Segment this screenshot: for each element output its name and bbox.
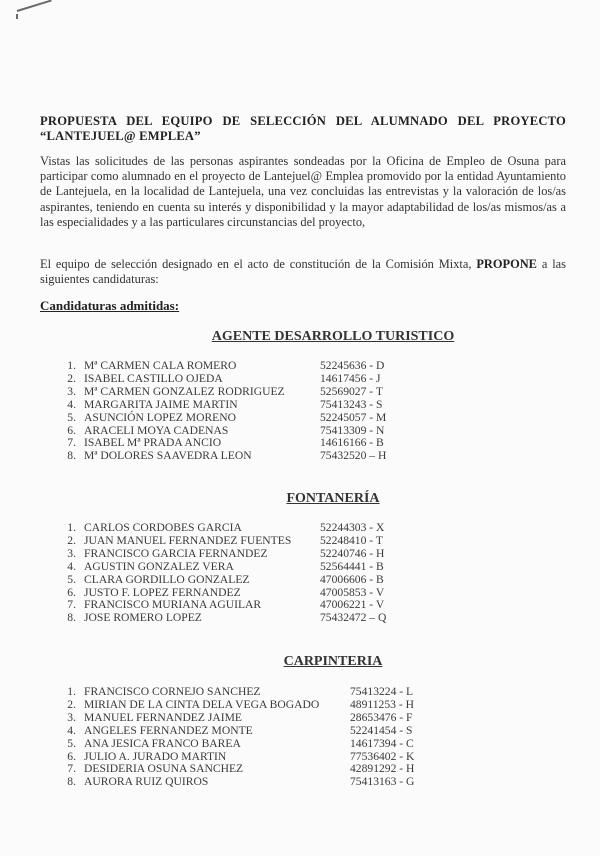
candidate-name: ISABEL CASTILLO OJEDA	[84, 371, 223, 385]
candidate-dni: 75413309 - N	[320, 423, 385, 437]
candidate-name: JOSE ROMERO LOPEZ	[84, 611, 202, 625]
proposal-paragraph	[40, 257, 566, 287]
candidate-dni: 52245057 - M	[320, 410, 387, 424]
document-title: PROPUESTA DEL EQUIPO DE SELECCIÓN DEL ALUMNADO DEL PROYECTO “LANTEJUEL@ EMPLEA”	[40, 114, 566, 143]
candidate-dni: 52564441 - B	[320, 559, 384, 573]
candidate-name: AGUSTIN GONZALEZ VERA	[84, 559, 234, 573]
candidate-row	[56, 399, 386, 412]
candidate-number: 4.	[67, 397, 76, 411]
candidate-name: MARGARITA JAIME MARTIN	[84, 397, 238, 411]
section-title-fontaneria: FONTANERÍA	[286, 491, 380, 506]
candidate-row	[56, 699, 414, 712]
candidate-row	[56, 561, 386, 574]
candidate-row	[56, 412, 386, 425]
candidate-number: 8.	[67, 449, 76, 463]
candidate-dni: 52240746 - H	[320, 546, 385, 560]
candidate-name: FRANCISCO GARCIA FERNANDEZ	[84, 546, 268, 560]
proposal-keyword: PROPONE	[476, 257, 537, 271]
candidate-number: 6.	[67, 423, 76, 437]
candidate-number: 6.	[67, 749, 76, 763]
candidate-row	[56, 360, 386, 373]
candidate-name: Mª CARMEN CALA ROMERO	[84, 359, 237, 372]
candidate-row	[56, 548, 386, 561]
candidate-name: CLARA GORDILLO GONZALEZ	[84, 572, 250, 586]
candidate-dni: 14617394 - C	[350, 736, 414, 750]
candidate-name: ANGELES FERNANDEZ MONTE	[84, 723, 253, 737]
candidate-dni: 28653476 - F	[350, 710, 413, 724]
candidate-dni: 47006221 - V	[320, 598, 385, 612]
candidate-dni: 52241454 - S	[350, 723, 413, 737]
candidate-dni: 47006606 - B	[320, 572, 384, 586]
candidate-number: 7.	[67, 762, 76, 776]
section-title-agente-desarrollo-turistico: AGENTE DESARROLLO TURISTICO	[211, 329, 455, 344]
candidate-name: MANUEL FERNANDEZ JAIME	[84, 710, 243, 724]
candidate-row	[56, 522, 386, 535]
candidate-name: AURORA RUIZ QUIROS	[84, 775, 209, 789]
candidate-dni: 48911253 - H	[350, 697, 414, 711]
candidate-number: 3.	[67, 384, 76, 398]
proposal-text-before: El equipo de selección designado en el acto de constitución de la Comisión Mixta,	[40, 257, 477, 271]
candidate-row	[56, 686, 414, 699]
candidate-name: JULIO A. JURADO MARTIN	[84, 749, 227, 763]
candidate-row	[56, 386, 386, 399]
section-title-carpinteria: CARPINTERIA	[283, 654, 383, 669]
candidate-name: FRANCISCO MURIANA AGUILAR	[84, 598, 262, 612]
candidate-dni: 75432472 – Q	[320, 611, 387, 625]
candidate-dni: 42891292 - H	[350, 762, 415, 776]
candidate-number: 2.	[67, 371, 76, 385]
candidate-number: 4.	[67, 559, 76, 573]
candidate-number: 5.	[67, 410, 76, 424]
candidate-name: CARLOS CORDOBES GARCIA	[84, 521, 242, 534]
proposal-text-after: a las siguientes candidaturas:	[40, 257, 566, 287]
candidate-row	[56, 738, 414, 751]
candidate-row	[56, 574, 386, 587]
candidate-list-fontaneria	[56, 522, 386, 625]
candidate-row	[56, 776, 414, 789]
candidate-number: 7.	[67, 436, 76, 450]
candidate-name: ASUNCIÓN LOPEZ MORENO	[84, 410, 237, 424]
candidate-dni: 52244303 - X	[320, 521, 385, 534]
candidate-name: DESIDERIA OSUNA SANCHEZ	[84, 762, 244, 776]
candidate-number: 1.	[67, 521, 76, 534]
candidate-number: 3.	[67, 710, 76, 724]
candidate-dni: 52245636 - D	[320, 359, 385, 372]
candidate-dni: 75432520 – H	[320, 449, 387, 463]
candidate-number: 1.	[67, 359, 76, 372]
candidate-name: Mª DOLORES SAAVEDRA LEON	[84, 449, 252, 463]
candidate-name: ARACELI MOYA CADENAS	[84, 423, 229, 437]
candidate-dni: 52569027 - T	[320, 384, 383, 398]
candidate-list-agente-desarrollo-turistico	[56, 360, 386, 463]
intro-paragraph: Vistas las solicitudes de las personas aspirantes sondeadas por la Oficina de Empleo de Osuna para participar como alumnado en el proyecto de Lantejuel@ Emplea promovido por la entidad Ayuntamiento de Lantejuela, en la localidad de Lantejuela, una vez concluidas las entrevistas y la valoración de los/as aspirantes, teniendo en cuenta su interés y disponibilidad y la mayor adaptabilidad de los/as mismos/as a las especialidades y a las particulares circunstancias del proyecto,	[40, 154, 566, 229]
candidate-number: 5.	[67, 736, 76, 750]
candidate-number: 3.	[67, 546, 76, 560]
candidate-dni: 75413163 - G	[350, 775, 415, 789]
candidate-row	[56, 450, 386, 463]
pen-stroke-tick	[16, 14, 18, 19]
candidate-number: 4.	[67, 723, 76, 737]
admitted-heading: Candidaturas admitidas:	[40, 298, 180, 313]
candidate-name: ANA JESICA FRANCO BAREA	[84, 736, 241, 750]
candidate-number: 5.	[67, 572, 76, 586]
candidate-dni: 52248410 - T	[320, 533, 383, 547]
candidate-number: 7.	[67, 598, 76, 612]
candidate-name: JUAN MANUEL FERNANDEZ FUENTES	[84, 533, 292, 547]
candidate-number: 1.	[67, 685, 76, 698]
candidate-name: JUSTO F. LOPEZ FERNANDEZ	[84, 585, 241, 599]
candidate-row	[56, 373, 386, 386]
candidate-row	[56, 712, 414, 725]
candidate-number: 2.	[67, 697, 76, 711]
pen-stroke-mark	[17, 0, 52, 12]
candidate-number: 8.	[67, 611, 76, 625]
candidate-dni: 14616166 - B	[320, 436, 384, 450]
candidate-number: 2.	[67, 533, 76, 547]
candidate-list-carpinteria	[56, 686, 414, 789]
candidate-dni: 14617456 - J	[320, 371, 381, 385]
candidate-row	[56, 725, 414, 738]
candidate-number: 8.	[67, 775, 76, 789]
candidate-number: 6.	[67, 585, 76, 599]
candidate-name: ISABEL Mª PRADA ANCIO	[84, 436, 222, 450]
candidate-dni: 47005853 - V	[320, 585, 385, 599]
candidate-name: MIRIAN DE LA CINTA DELA VEGA BOGADO	[84, 697, 320, 711]
candidate-row	[56, 535, 386, 548]
candidate-name: FRANCISCO CORNEJO SANCHEZ	[84, 685, 261, 698]
candidate-dni: 77536402 - K	[350, 749, 415, 763]
candidate-row	[56, 612, 386, 625]
candidate-dni: 75413224 - L	[350, 685, 414, 698]
candidate-name: Mª CARMEN GONZALEZ RODRIGUEZ	[84, 384, 285, 398]
candidate-dni: 75413243 - S	[320, 397, 383, 411]
